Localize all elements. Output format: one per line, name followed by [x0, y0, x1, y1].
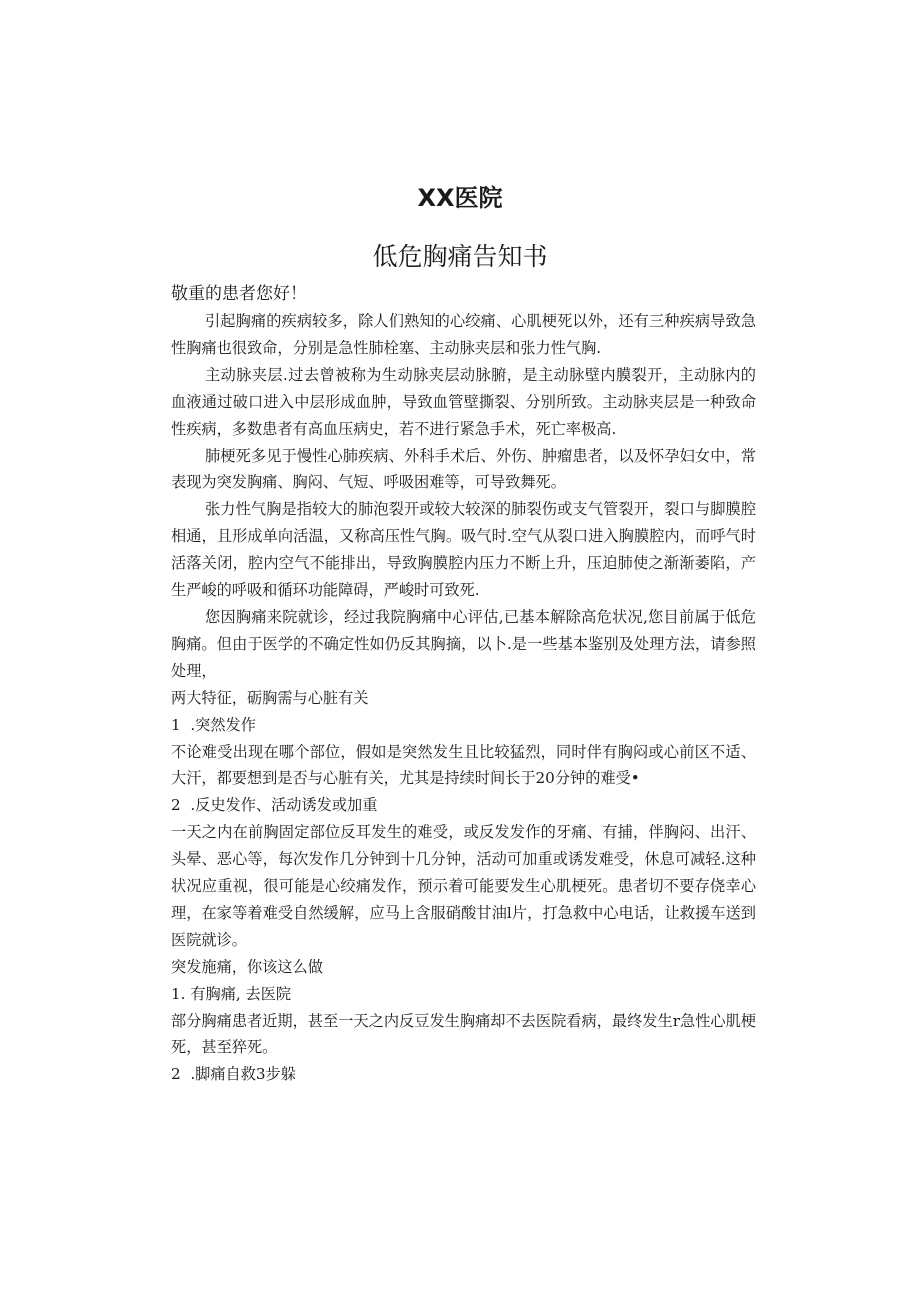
tension-pneumothorax-paragraph: 张力性气胸是指较大的肺泡裂开或较大较深的肺裂伤或支气管裂开，裂口与脚膜腔相通，且形成单向活温，又称高压性气胸。吸气时.空气从裂口进入胸膜腔内，而呼气时活落关闭，腔内空气不能排出，导致胸膜腔内压力不断上升，压迫肺使之渐渐萎陷，产生严峻的呼吸和循环功能障碍，严峻时可致死.	[171, 500, 756, 600]
action-1-text: 部分胸痛患者近期，甚至一天之内反豆发生胸痛却不去医院看病，最终发生r急性心肌梗死，甚至猝死。	[171, 1011, 756, 1057]
assessment-paragraph: 您因胸痛来院就诊，经过我院胸痛中心评估,已基本解除高危状况,您目前属于低危胸痛。但由于医学的不确定性如仍反其胸摘，以卜.是一些基本鉴别及处理方法，请参照处理，	[171, 607, 756, 680]
features-heading: 两大特征，砺胸需与心脏有关	[171, 688, 369, 707]
hospital-name: XX医院	[417, 184, 503, 212]
action-1-heading: 1. 有胸痛, 去医院	[171, 984, 292, 1003]
feature-1-text: 不论难受出现在哪个部位，假如是突然发生且比较猛烈，同时伴有胸闷或心前区不适、大汗，都要想到是否与心脏有关，尤其是持续时间长于20分钟的难受•	[171, 742, 756, 788]
intro-paragraph: 引起胸痛的疾病较多，除人们熟知的心绞痛、心肌梗死以外，还有三种疾病导致急性胸痛也很致命，分别是急性肺栓塞、主动脉夹层和张力性气胸.	[171, 312, 756, 357]
pulmonary-infarction-paragraph: 肺梗死多见于慢性心肺疾病、外科手术后、外伤、肿瘤患者，以及怀孕妇女中，常表现为突发胸痛、胸闷、气短、呼吸困难等，可导致舞死。	[171, 446, 756, 492]
action-2-heading: 2 .脚痛自救3步躲	[171, 1065, 296, 1084]
document-body	[171, 281, 756, 1088]
aortic-dissection-paragraph: 主动脉夹层.过去曾被称为生动脉夹层动脉腑，是主动脉壁内膜裂开，主动脉内的血液通过破口进入中层形成血肿，导致血管壁撕裂、分别所致。主动脉夹层是一种致命性疾病，多数患者有高血压病史，若不进行紧急手术，死亡率极高.	[171, 365, 756, 438]
feature-2-heading: 2 .反史发作、活动诱发或加重	[171, 796, 378, 815]
action-heading: 突发施痛，你该这么做	[171, 957, 323, 976]
feature-2-text: 一天之内在前胸固定部位反耳发生的难受，或反发发作的牙痛、有捕，伴胸闷、出汗、头晕、恶心等，每次发作几分钟到十几分钟，活动可加重或诱发难受，休息可减轻.这种状况应重视，很可能是心绞痛发作，预示着可能要发生心肌梗死。患者切不要存侥幸心理，在家等着难受自然缓解，应马上含服硝酸甘油l片，打急救中心电话，让救援车送到医院就诊。	[171, 823, 756, 949]
feature-1-heading: 1 .突然发作	[171, 715, 256, 734]
document-title: 低危胸痛告知书	[372, 242, 548, 271]
greeting: 敬重的患者您好！	[171, 284, 307, 304]
